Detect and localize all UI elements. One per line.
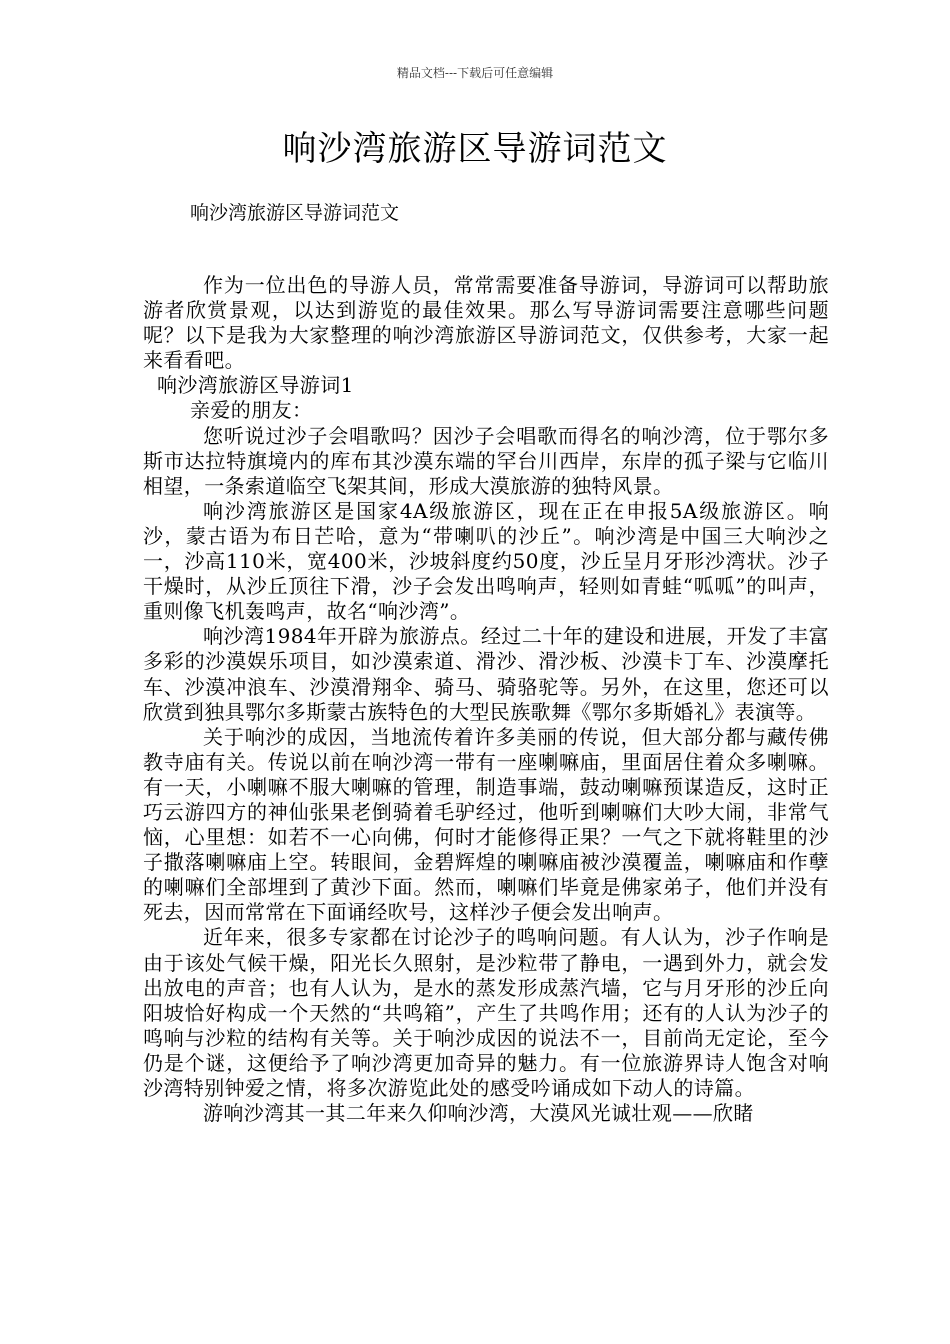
paragraph-intro: 作为一位出色的导游人员，常常需要准备导游词，导游词可以帮助旅游者欣赏景观，以达到游览的最佳效果。那么写导游词需要注意哪些问题呢？以下是我为大家整理的响沙湾旅游区导游词范文，仅供参考，大家一起来看看吧。 <box>143 273 829 373</box>
paragraph: 响沙湾1984年开辟为旅游点。经过二十年的建设和进展，开发了丰富多彩的沙漠娱乐项目，如沙漠索道、滑沙、滑沙板、沙漠卡丁车、沙漠摩托车、沙漠冲浪车、沙漠滑翔伞、骑马、骑骆驼等。另外，在这里，您还可以欣赏到独具鄂尔多斯蒙古族特色的大型民族歌舞《鄂尔多斯婚礼》表演等。 <box>143 624 829 724</box>
paragraph: 关于响沙的成因，当地流传着许多美丽的传说，但大部分都与藏传佛教寺庙有关。传说以前在响沙湾一带有一座喇嘛庙，里面居住着众多喇嘛。有一天，小喇嘛不服大喇嘛的管理，制造事端，鼓动喇嘛预谋造反，这时正巧云游四方的神仙张果老倒骑着毛驴经过，他听到喇嘛们大吵大闹，非常气恼，心里想：如若不一心向佛，何时才能修得正果？一气之下就将鞋里的沙子撒落喇嘛庙上空。转眼间，金碧辉煌的喇嘛庙被沙漠覆盖，喇嘛庙和作孽的喇嘛们全部埋到了黄沙下面。然而，喇嘛们毕竟是佛家弟子，他们并没有死去，因而常常在下面诵经吹号，这样沙子便会发出响声。 <box>143 724 829 925</box>
section-heading: 响沙湾旅游区导游词1 <box>157 373 354 398</box>
paragraph-greeting: 亲爱的朋友： <box>190 398 313 423</box>
document-subtitle: 响沙湾旅游区导游词范文 <box>190 202 400 224</box>
document-title: 响沙湾旅游区导游词范文 <box>282 129 668 169</box>
page-header: 精品文档---下载后可任意编辑 <box>396 66 554 80</box>
paragraph: 您听说过沙子会唱歌吗？因沙子会唱歌而得名的响沙湾，位于鄂尔多斯市达拉特旗境内的库布其沙漠东端的罕台川西岸，东岸的孤子梁与它临川相望，一条索道临空飞架其间，形成大漠旅游的独特风景。 <box>143 423 829 498</box>
paragraph: 响沙湾旅游区是国家4A级旅游区，现在正在申报5A级旅游区。响沙，蒙古语为布日芒哈，意为“带喇叭的沙丘”。响沙湾是中国三大响沙之一，沙高110米，宽400米，沙坡斜度约50度，沙丘呈月牙形沙湾状。沙子干燥时，从沙丘顶往下滑，沙子会发出鸣响声，轻则如青蛙“呱呱”的叫声，重则像飞机轰鸣声，故名“响沙湾”。 <box>143 498 829 624</box>
paragraph: 近年来，很多专家都在讨论沙子的鸣响问题。有人认为，沙子作响是由于该处气候干燥，阳光长久照射，是沙粒带了静电，一遇到外力，就会发出放电的声音；也有人认为，是水的蒸发形成蒸汽墙，它与月牙形的沙丘向阳坡恰好构成一个天然的“共鸣箱”，产生了共鸣作用；还有的人认为沙子的鸣响与沙粒的结构有关等。关于响沙成因的说法不一，目前尚无定论，至今仍是个谜，这便给予了响沙湾更加奇异的魅力。有一位旅游界诗人饱含对响沙湾特别钟爱之情，将多次游览此处的感受吟诵成如下动人的诗篇。 <box>143 925 829 1100</box>
paragraph: 游响沙湾其一其二年来久仰响沙湾，大漠风光诚壮观——欣睹 <box>203 1101 754 1126</box>
document-body <box>143 273 829 1126</box>
